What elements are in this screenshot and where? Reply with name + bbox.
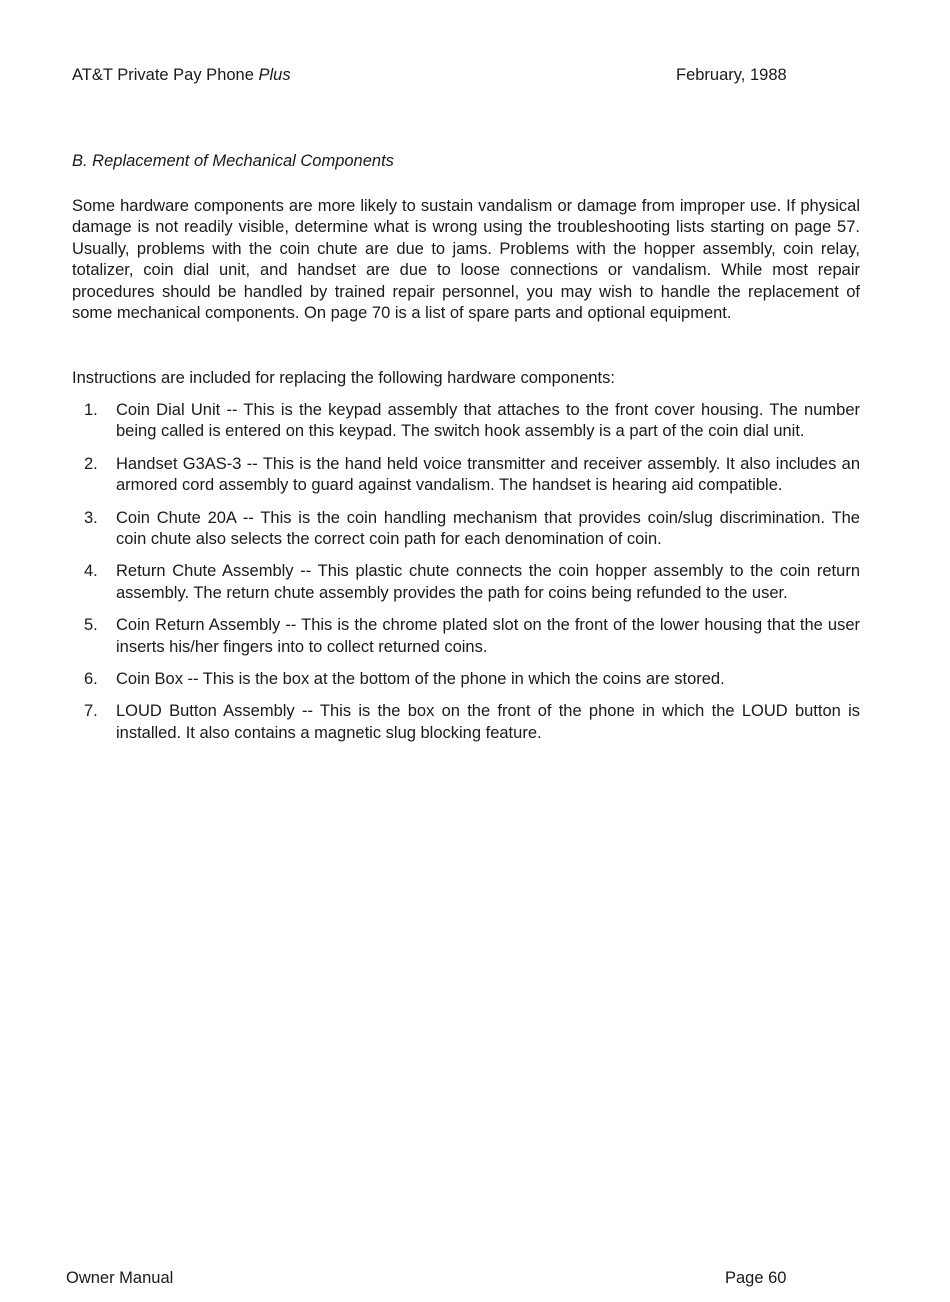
list-item	[72, 400, 860, 443]
list-item	[72, 561, 860, 604]
list-item-text: Return Chute Assembly -- This plastic chute connects the coin hopper assembly to the coin return assembly. The return chute assembly provides the path for coins being refunded to the user.	[116, 562, 860, 602]
section-heading: B. Replacement of Mechanical Components	[72, 152, 394, 170]
list-item	[72, 669, 860, 690]
list-item-text: Handset G3AS-3 -- This is the hand held voice transmitter and receiver assembly. It also includes an armored cord assembly to guard against vandalism. The handset is hearing aid compatible.	[116, 454, 860, 495]
list-item-text: Coin Return Assembly -- This is the chrome plated slot on the front of the lower housing that the user inserts his/her fingers into to collect returned coins.	[116, 616, 860, 656]
footer-manual-title: Owner Manual	[66, 1269, 174, 1287]
list-item	[72, 454, 860, 497]
document-title-prefix: AT&T Private Pay Phone	[72, 66, 259, 84]
list-item-number: 4.	[84, 562, 98, 581]
list-item-number: 1.	[84, 401, 98, 419]
component-list	[72, 400, 860, 755]
list-lead-in: Instructions are included for replacing the following hardware components:	[72, 369, 615, 387]
list-item-text: Coin Dial Unit -- This is the keypad assembly that attaches to the front cover housing. The number being called is entered on this keypad. The switch hook assembly is a part of the coin dial unit.	[116, 401, 860, 441]
document-title	[72, 66, 291, 85]
intro-paragraph: Some hardware components are more likely to sustain vandalism or damage from improper use. If physical damage is not readily visible, determine what is wrong using the troubleshooting lists starting on page 57. Usually, problems with the coin chute are due to jams. Problems with the hopper assembly, coin relay, totalizer, coin dial unit, and handset are due to loose connections or vandalism. While most repair procedures should be handled by trained repair personnel, you may wish to handle the replacement of some mechanical components. On page 70 is a list of spare parts and optional equipment.	[72, 197, 860, 323]
list-item-text: Coin Chute 20A -- This is the coin handling mechanism that provides coin/slug discrimination. The coin chute also selects the correct coin path for each denomination of coin.	[116, 508, 860, 549]
list-item-number: 5.	[84, 616, 98, 635]
list-item	[72, 701, 860, 744]
list-item-number: 2.	[84, 454, 98, 473]
list-item	[72, 615, 860, 658]
list-item-text: Coin Box -- This is the box at the bottom of the phone in which the coins are stored.	[116, 670, 725, 689]
document-title-italic: Plus	[258, 66, 291, 84]
list-item-text: LOUD Button Assembly -- This is the box on the front of the phone in which the LOUD button is installed. It also contains a magnetic slug blocking feature.	[116, 702, 860, 742]
list-item-number: 6.	[84, 670, 98, 689]
page-number: Page 60	[725, 1269, 787, 1287]
list-item	[72, 508, 860, 551]
list-item-number: 3.	[84, 508, 98, 527]
list-item-number: 7.	[84, 702, 98, 721]
document-date: February, 1988	[676, 66, 787, 84]
